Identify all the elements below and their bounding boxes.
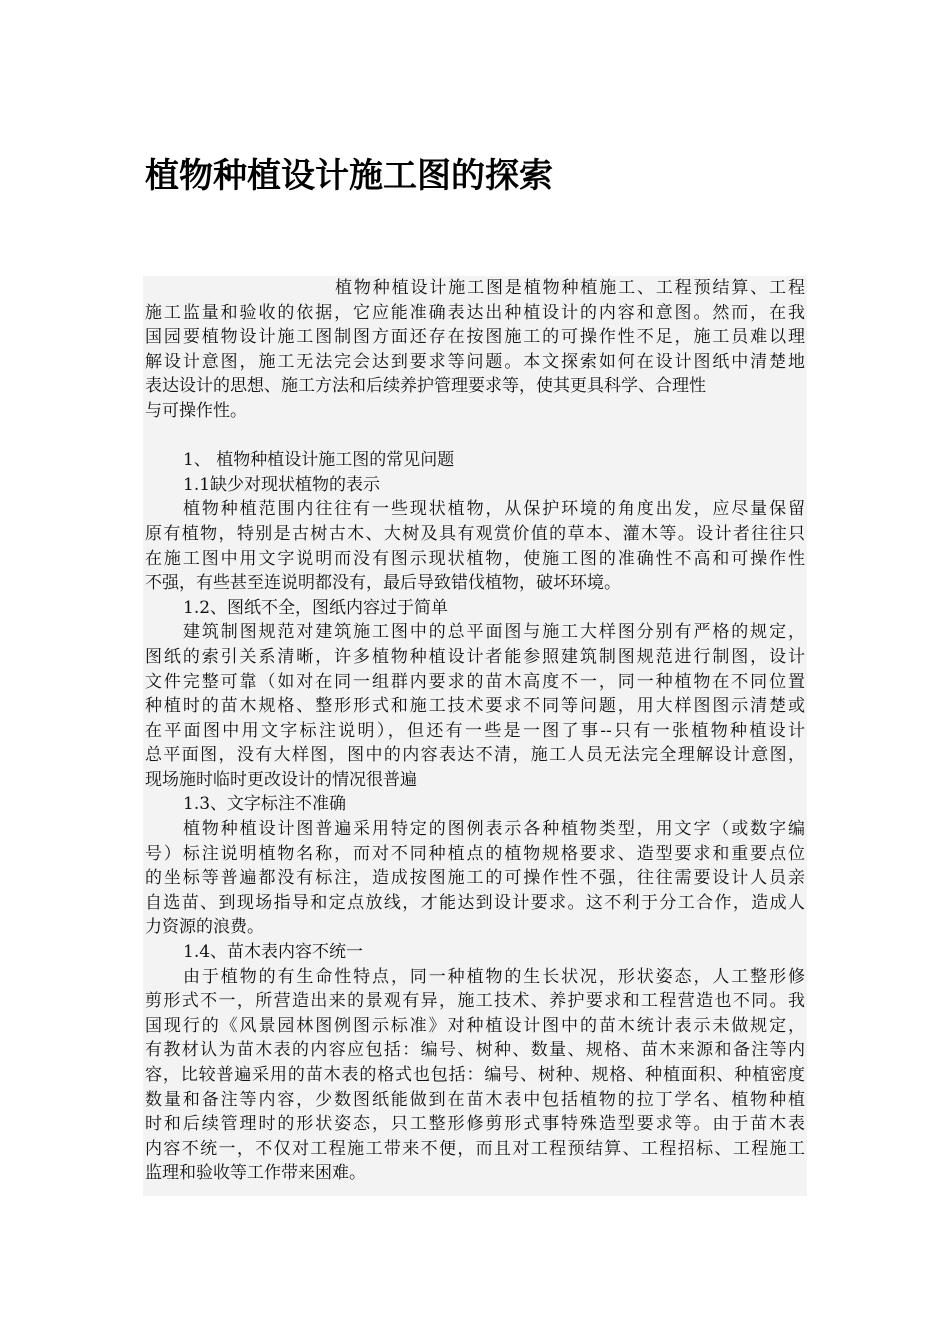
- text-line: 监理和验收等工作带来困难。: [145, 1163, 366, 1184]
- document-title: 植物种植设计施工图的探索: [145, 156, 553, 196]
- paragraph-gap: [145, 424, 805, 449]
- text-line: 与可操作性。: [145, 400, 247, 421]
- text-line: 施工监量和验收的依据，它应能准确表达出种植设计的内容和意图。然而，在我: [145, 302, 805, 323]
- text-line: 文件完整可靠（如对在同一组群内要求的苗木高度不一，同一种植物在不同位置: [145, 671, 805, 692]
- text-line: 现场施时临时更改设计的情况很普遍: [145, 769, 417, 790]
- text-line: 有教材认为苗木表的内容应包括：编号、树种、数量、规格、苗木来源和备注等内: [145, 1040, 805, 1061]
- text-line: 建筑制图规范对建筑施工图中的总平面图与施工大样图分别有严格的规定，: [183, 622, 805, 643]
- text-line: 总平面图，没有大样图，图中的内容表达不清，施工人员无法完全理解设计意图，: [145, 745, 805, 766]
- text-line: 不强，有些甚至连说明都没有，最后导致错伐植物，破坏环境。: [145, 573, 621, 594]
- text-line: 数量和备注等内容，少数图纸能做到在苗木表中包括植物的拉丁学名、植物种植: [145, 1089, 805, 1110]
- subsection-paragraph: [145, 965, 805, 1186]
- text-line: 图纸的索引关系清晰，许多植物种植设计者能参照建筑制图规范进行制图，设计: [145, 646, 805, 667]
- subsection-heading: 1.3、文字标注不准确: [183, 794, 347, 815]
- text-line: 国现行的《风景园林图例图示标准》对种植设计图中的苗木统计表示未做规定，: [145, 1015, 805, 1036]
- text-line: 自选苗、到现场指导和定点放线，才能达到设计要求。这不利于分工合作，造成人: [145, 892, 805, 913]
- text-line: 植物种植设计图普遍采用特定的图例表示各种植物类型，用文字（或数字编: [183, 819, 805, 840]
- text-line: 剪形式不一，所营造出来的景观有异，施工技术、养护要求和工程营造也不同。我: [145, 991, 805, 1012]
- subsection-paragraph: [145, 620, 805, 792]
- text-line: 的坐标等普遍都没有标注，造成按图施工的可操作性不强，往往需要设计人员亲: [145, 868, 805, 889]
- text-line: 植物种植设计施工图是植物种植施工、工程预结算、工程: [335, 278, 805, 298]
- subsection-heading: 1.2、图纸不全，图纸内容过于简单: [183, 597, 449, 618]
- text-line: 力资源的浪费。: [145, 917, 264, 938]
- text-line: 国园要植物设计施工图制图方面还存在按图施工的可操作性不足，施工员难以理: [145, 327, 805, 348]
- text-line: 解设计意图，施工无法完会达到要求等问题。本文探索如何在设计图纸中清楚地: [145, 351, 805, 372]
- document-body: [143, 276, 807, 1196]
- text-line: 在施工图中用文字说明而没有图示现状植物，使施工图的准确性不高和可操作性: [145, 548, 805, 569]
- text-line: 植物种植范围内往往有一些现状植物，从保护环境的角度出发，应尽量保留: [183, 499, 805, 520]
- text-line: 在平面图中用文字标注说明），但还有一些是一图了事--只有一张植物种植设计: [145, 720, 805, 741]
- text-line: 表达设计的思想、施工方法和后续养护管理要求等，使其更具科学、合理性: [145, 376, 706, 397]
- text-line: 种植时的苗木规格、整形形式和施工技术要求不同等问题，用大样图图示清楚或: [145, 696, 805, 717]
- section-heading: 1、 植物种植设计施工图的常见问题: [183, 450, 455, 471]
- text-line: 号）标注说明植物名称，而对不同种植点的植物规格要求、造型要求和重要点位: [145, 843, 805, 864]
- text-line: 容，比较普遍采用的苗木表的格式也包括：编号、树种、规格、种植面积、种植密度: [145, 1065, 805, 1085]
- subsection-heading: 1.1缺少对现状植物的表示: [183, 474, 381, 495]
- text-line: 内容不统一，不仅对工程施工带来不便，而且对工程预结算、工程招标、工程施工: [145, 1138, 805, 1159]
- text-line: 原有植物，特别是古树古木、大树及具有观赏价值的草本、灌木等。设计者往往只: [145, 523, 805, 544]
- subsection-heading: 1.4、苗木表内容不统一: [183, 942, 364, 963]
- text-line: 由于植物的有生命性特点，同一种植物的生长状况，形状姿态，人工整形修: [183, 966, 805, 987]
- subsection-paragraph: [145, 817, 805, 940]
- subsection-paragraph: [145, 497, 805, 595]
- text-line: 时和后续管理时的形状姿态，只工整形修剪形式事特殊造型要求等。由于苗木表: [145, 1114, 805, 1135]
- abstract-paragraph: [145, 276, 805, 424]
